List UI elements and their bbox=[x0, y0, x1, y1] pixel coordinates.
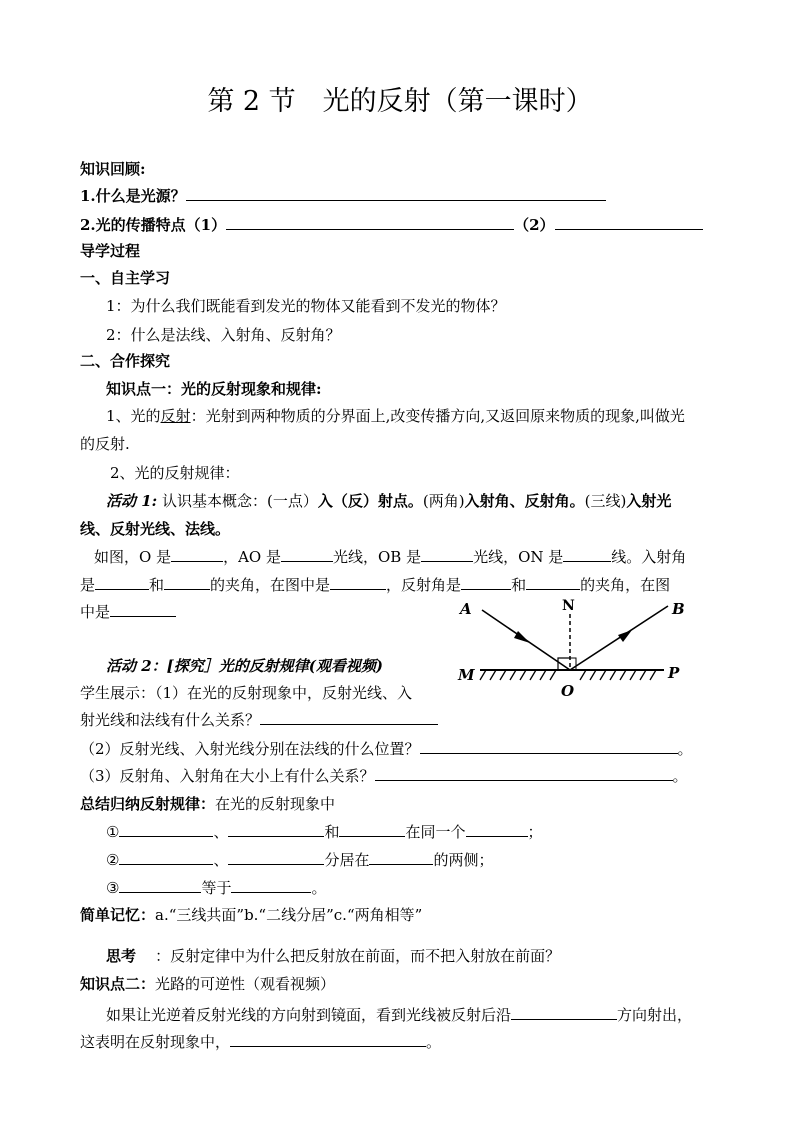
q3-line bbox=[80, 765, 688, 787]
fig2-p2: 和 bbox=[149, 576, 165, 594]
reflected-ray bbox=[570, 606, 668, 670]
label-b: B bbox=[672, 600, 685, 618]
rule1-and: 和 bbox=[324, 823, 340, 841]
rule1-blank-3[interactable] bbox=[339, 821, 405, 837]
review-q2-prefix: 2.光的传播特点（1） bbox=[80, 216, 227, 234]
label-p: P bbox=[668, 664, 680, 682]
figure-line3 bbox=[80, 601, 176, 623]
label-n: N bbox=[562, 598, 575, 614]
point2-label: 知识点二： bbox=[80, 975, 156, 993]
show-line1: 学生展示：（1）在光的反射现象中，反射光线、入 bbox=[80, 684, 413, 702]
rule2-blank-1[interactable] bbox=[119, 849, 213, 865]
rev-line2b: 。 bbox=[426, 1033, 442, 1051]
rule1-num: ① bbox=[106, 823, 120, 841]
def-term: 反射 bbox=[160, 407, 191, 425]
show-line2-text: 射光线和法线有什么关系？ bbox=[80, 711, 261, 729]
rule1-blank-4[interactable] bbox=[466, 821, 528, 837]
q3-blank[interactable] bbox=[375, 765, 673, 781]
think-line bbox=[106, 945, 560, 967]
rev-blank-1[interactable] bbox=[511, 1004, 617, 1020]
activity1 bbox=[106, 490, 671, 512]
act1-text2: (两角) bbox=[422, 492, 465, 510]
act1-b1: 入（反）射点。 bbox=[317, 492, 423, 510]
def-prefix: 1、光的 bbox=[106, 407, 161, 425]
rule1-in: 在同一个 bbox=[405, 823, 466, 841]
summary-line bbox=[80, 793, 335, 815]
rule2-blank-2[interactable] bbox=[228, 849, 324, 865]
think-text: ：反射定律中为什么把反射放在前面，而不把入射放在前面？ bbox=[155, 947, 561, 965]
fig2-blank-4[interactable] bbox=[461, 574, 511, 590]
review-q2 bbox=[80, 214, 703, 236]
fig-blank-o[interactable] bbox=[171, 546, 223, 562]
fig3-p1: 中是 bbox=[80, 603, 111, 621]
fig2-blank-3[interactable] bbox=[330, 574, 386, 590]
fig-blank-ao[interactable] bbox=[281, 546, 333, 562]
guide-heading: 导学过程 bbox=[80, 242, 141, 260]
mirror-hatch bbox=[480, 670, 656, 680]
rule2-num: ② bbox=[106, 851, 120, 869]
fig-p5: 线。入射角 bbox=[611, 548, 687, 566]
rule3-mid: 等于 bbox=[201, 879, 232, 897]
review-q2-blank-1[interactable] bbox=[226, 214, 514, 230]
review-q1 bbox=[80, 185, 606, 207]
fig2-p4: ，反射角是 bbox=[386, 576, 462, 594]
reflection-diagram bbox=[452, 598, 702, 702]
q3-text: （3）反射角、入射角在大小上有什么关系？ bbox=[80, 767, 375, 785]
show-blank-1[interactable] bbox=[260, 709, 438, 725]
fig3-blank[interactable] bbox=[110, 601, 176, 617]
think-label: 思考 bbox=[106, 947, 137, 965]
def-rest: ：光射到两种物质的分界面上,改变传播方向,又返回原来物质的现象,叫做光 bbox=[190, 407, 685, 425]
memory-line bbox=[80, 904, 422, 926]
point2-text: 光路的可逆性（观看视频） bbox=[155, 975, 336, 993]
act1-b2: 入射角、反射角。 bbox=[464, 492, 585, 510]
reflection-definition bbox=[106, 405, 685, 427]
act1-text3: (三线) bbox=[584, 492, 627, 510]
fig2-p6: 的夹角，在图 bbox=[580, 576, 671, 594]
reversibility-line1 bbox=[106, 1004, 692, 1026]
q3-period: 。 bbox=[672, 767, 688, 785]
review-heading: 知识回顾: bbox=[80, 160, 146, 178]
act1-label: 活动 1: bbox=[106, 492, 158, 510]
fig-blank-on[interactable] bbox=[563, 546, 611, 562]
rule2-mid: 分居在 bbox=[324, 851, 370, 869]
label-a: A bbox=[460, 600, 472, 618]
page-title: 第 2 节 光的反射（第一课时） bbox=[207, 86, 593, 117]
section1-q1: 1：为什么我们既能看到发光的物体又能看到不发光的物体？ bbox=[106, 297, 506, 315]
rule1-sep: 、 bbox=[213, 823, 229, 841]
section1-heading: 一、自主学习 bbox=[80, 269, 171, 287]
act1-line2: 线、反射光线、法线。 bbox=[80, 520, 231, 538]
summary-label: 总结归纳反射规律： bbox=[80, 795, 216, 813]
reflected-arrow bbox=[618, 630, 632, 642]
rule3-blank-1[interactable] bbox=[119, 877, 201, 893]
fig2-blank-5[interactable] bbox=[526, 574, 580, 590]
figure-line2 bbox=[80, 574, 670, 596]
fig-blank-ob[interactable] bbox=[421, 546, 473, 562]
rule2-end: 的两侧； bbox=[433, 851, 494, 869]
rev-line1a: 如果让光逆着反射光线的方向射到镜面，看到光线被反射后沿 bbox=[106, 1006, 512, 1024]
fig2-p1: 是 bbox=[80, 576, 96, 594]
fig2-blank-1[interactable] bbox=[95, 574, 149, 590]
point1-heading: 知识点一：光的反射现象和规律: bbox=[106, 380, 322, 398]
review-q2-blank-2[interactable] bbox=[555, 214, 703, 230]
activity2-heading: 活动 2：[探究］光的反射规律(观看视频) bbox=[106, 657, 383, 675]
label-o: O bbox=[561, 682, 575, 700]
fig-p2: ，AO 是 bbox=[223, 548, 281, 566]
reversibility-line2 bbox=[80, 1031, 441, 1053]
rule2-sep: 、 bbox=[213, 851, 229, 869]
def-end: 的反射. bbox=[80, 435, 130, 453]
act1-text1: 认识基本概念：(一点） bbox=[161, 492, 318, 510]
rule1-end: ； bbox=[527, 823, 543, 841]
rev-line1b: 方向射出， bbox=[617, 1006, 693, 1024]
label-m: M bbox=[458, 666, 475, 684]
fig-p3: 光线，OB 是 bbox=[332, 548, 422, 566]
review-q1-blank[interactable] bbox=[186, 185, 606, 201]
fig2-p5: 和 bbox=[511, 576, 527, 594]
section1-q2: 2：什么是法线、入射角、反射角？ bbox=[106, 326, 341, 344]
act1-b3: 入射光 bbox=[626, 492, 672, 510]
q2-line bbox=[80, 738, 693, 760]
fig2-p3: 的夹角，在图中是 bbox=[210, 576, 331, 594]
fig-p1: 如图，O 是 bbox=[94, 548, 172, 566]
review-q1-text: 1.什么是光源？ bbox=[80, 187, 186, 205]
rule3-blank-2[interactable] bbox=[231, 877, 311, 893]
law-heading: 2、光的反射规律： bbox=[110, 464, 240, 482]
rule3-num: ③ bbox=[106, 879, 120, 897]
section2-heading: 二、合作探究 bbox=[80, 352, 171, 370]
rule1-blank-2[interactable] bbox=[228, 821, 324, 837]
rule2 bbox=[106, 849, 494, 871]
q2-text: （2）反射光线、入射光线分别在法线的什么位置？ bbox=[80, 740, 420, 758]
show-line2 bbox=[80, 709, 438, 731]
point2-line bbox=[80, 973, 335, 995]
rule3-end: 。 bbox=[311, 879, 327, 897]
q2-period: 。 bbox=[677, 740, 693, 758]
fig2-blank-2[interactable] bbox=[164, 574, 210, 590]
rev-blank-2[interactable] bbox=[230, 1031, 426, 1047]
memory-text: a.“三线共面”b.“二线分居”c.“两角相等” bbox=[155, 906, 423, 924]
rule2-blank-3[interactable] bbox=[369, 849, 433, 865]
fig-p4: 光线，ON 是 bbox=[473, 548, 564, 566]
rule1 bbox=[106, 821, 543, 843]
figure-line1 bbox=[94, 546, 686, 568]
rule1-blank-1[interactable] bbox=[119, 821, 213, 837]
rule3 bbox=[106, 877, 326, 899]
memory-label: 简单记忆： bbox=[80, 906, 156, 924]
summary-text: 在光的反射现象中 bbox=[215, 795, 336, 813]
q2-blank[interactable] bbox=[420, 738, 678, 754]
review-q2-mid: （2） bbox=[514, 216, 555, 234]
rev-line2a: 这表明在反射现象中， bbox=[80, 1033, 231, 1051]
